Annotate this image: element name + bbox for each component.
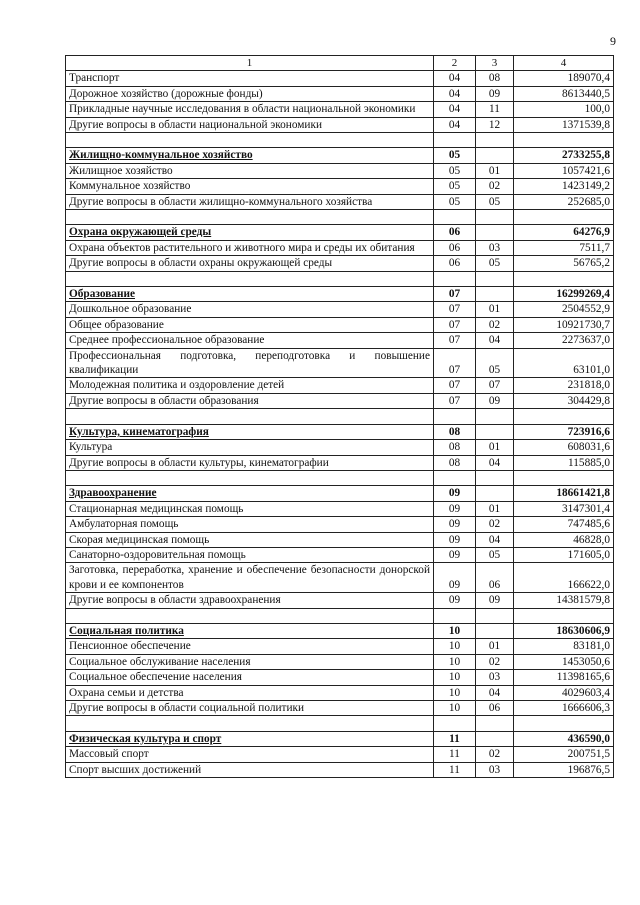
table-row [66, 256, 614, 271]
subsection-code-cell [476, 623, 514, 638]
amount-cell: 10921730,7 [514, 317, 614, 332]
subsection-code-cell: 02 [476, 747, 514, 762]
section-code-cell: 08 [434, 424, 476, 439]
spacer-row [66, 210, 614, 225]
header-col-3: 3 [476, 56, 514, 71]
section-code-cell: 05 [434, 148, 476, 163]
header-col-4: 4 [514, 56, 614, 71]
subsection-code-cell: 04 [476, 532, 514, 547]
amount-cell: 115885,0 [514, 455, 614, 470]
amount-cell: 2733255,8 [514, 148, 614, 163]
section-code-cell: 07 [434, 317, 476, 332]
subsection-code-cell: 04 [476, 455, 514, 470]
expense-name-cell: Амбулаторная помощь [66, 517, 434, 532]
section-total-row [66, 225, 614, 240]
empty-cell [476, 210, 514, 225]
amount-cell: 747485,6 [514, 517, 614, 532]
table-row [66, 333, 614, 348]
amount-cell: 1423149,2 [514, 179, 614, 194]
amount-cell: 304429,8 [514, 393, 614, 408]
section-code-cell: 07 [434, 333, 476, 348]
subsection-code-cell: 06 [476, 700, 514, 715]
spacer-row [66, 409, 614, 424]
table-row [66, 194, 614, 209]
amount-cell: 1057421,6 [514, 163, 614, 178]
amount-cell: 14381579,8 [514, 593, 614, 608]
expense-name-cell: Культура [66, 440, 434, 455]
subsection-code-cell: 04 [476, 333, 514, 348]
expense-name-cell: Среднее профессиональное образование [66, 333, 434, 348]
empty-cell [514, 271, 614, 286]
subsection-code-cell: 05 [476, 194, 514, 209]
table-row [66, 685, 614, 700]
amount-cell: 2273637,0 [514, 333, 614, 348]
section-code-cell: 04 [434, 86, 476, 101]
subsection-code-cell: 12 [476, 117, 514, 132]
expense-name-cell: Другие вопросы в области охраны окружающей среды [66, 256, 434, 271]
empty-cell [66, 271, 434, 286]
subsection-code-cell: 05 [476, 256, 514, 271]
budget-table-body [66, 56, 614, 778]
subsection-code-cell: 03 [476, 762, 514, 777]
table-row [66, 654, 614, 669]
header-row [66, 56, 614, 71]
section-code-cell: 11 [434, 762, 476, 777]
amount-cell: 2504552,9 [514, 302, 614, 317]
table-row [66, 393, 614, 408]
section-code-cell: 07 [434, 287, 476, 302]
section-code-cell: 06 [434, 256, 476, 271]
spacer-row [66, 133, 614, 148]
section-code-cell: 05 [434, 163, 476, 178]
expense-name-cell: Жилищно-коммунальное хозяйство [66, 148, 434, 163]
expense-name-cell: Охрана окружающей среды [66, 225, 434, 240]
section-code-cell: 04 [434, 71, 476, 86]
empty-cell [514, 210, 614, 225]
amount-cell: 436590,0 [514, 731, 614, 746]
subsection-code-cell: 04 [476, 685, 514, 700]
section-total-row [66, 486, 614, 501]
empty-cell [514, 470, 614, 485]
expense-name-cell: Другие вопросы в области социальной политики [66, 700, 434, 715]
amount-cell: 7511,7 [514, 240, 614, 255]
empty-cell [434, 210, 476, 225]
section-total-row [66, 731, 614, 746]
expense-name-cell: Другие вопросы в области национальной экономики [66, 117, 434, 132]
expense-name-cell: Социальная политика [66, 623, 434, 638]
table-row [66, 102, 614, 117]
subsection-code-cell [476, 287, 514, 302]
subsection-code-cell: 08 [476, 71, 514, 86]
expense-name-cell: Скорая медицинская помощь [66, 532, 434, 547]
empty-cell [66, 608, 434, 623]
expense-name-cell: Заготовка, переработка, хранение и обеспечение безопасности донорской крови и ее компонентов [66, 563, 434, 593]
section-code-cell: 09 [434, 501, 476, 516]
amount-cell: 189070,4 [514, 71, 614, 86]
expense-name-cell: Другие вопросы в области жилищно-коммунального хозяйства [66, 194, 434, 209]
section-code-cell: 08 [434, 440, 476, 455]
section-code-cell: 09 [434, 563, 476, 593]
amount-cell: 100,0 [514, 102, 614, 117]
subsection-code-cell: 03 [476, 240, 514, 255]
amount-cell: 171605,0 [514, 547, 614, 562]
table-row [66, 163, 614, 178]
empty-cell [434, 133, 476, 148]
amount-cell: 18661421,8 [514, 486, 614, 501]
table-row [66, 71, 614, 86]
empty-cell [476, 608, 514, 623]
section-code-cell: 10 [434, 639, 476, 654]
section-code-cell: 09 [434, 517, 476, 532]
amount-cell: 3147301,4 [514, 501, 614, 516]
spacer-row [66, 271, 614, 286]
expense-name-cell: Прикладные научные исследования в области национальной экономики [66, 102, 434, 117]
page-number: 9 [610, 34, 616, 48]
subsection-code-cell: 02 [476, 517, 514, 532]
table-row [66, 317, 614, 332]
amount-cell: 4029603,4 [514, 685, 614, 700]
empty-cell [434, 716, 476, 731]
section-code-cell: 05 [434, 194, 476, 209]
table-row [66, 517, 614, 532]
section-code-cell: 08 [434, 455, 476, 470]
section-total-row [66, 623, 614, 638]
amount-cell: 63101,0 [514, 348, 614, 378]
amount-cell: 18630606,9 [514, 623, 614, 638]
table-row [66, 378, 614, 393]
empty-cell [434, 608, 476, 623]
expense-name-cell: Дорожное хозяйство (дорожные фонды) [66, 86, 434, 101]
section-code-cell: 07 [434, 378, 476, 393]
table-row [66, 532, 614, 547]
amount-cell: 8613440,5 [514, 86, 614, 101]
amount-cell: 723916,6 [514, 424, 614, 439]
expense-name-cell: Другие вопросы в области культуры, кинематографии [66, 455, 434, 470]
section-code-cell: 04 [434, 117, 476, 132]
amount-cell: 11398165,6 [514, 670, 614, 685]
section-code-cell: 07 [434, 348, 476, 378]
expense-name-cell: Социальное обеспечение населения [66, 670, 434, 685]
subsection-code-cell: 02 [476, 317, 514, 332]
empty-cell [434, 470, 476, 485]
section-code-cell: 11 [434, 747, 476, 762]
expense-name-cell: Социальное обслуживание населения [66, 654, 434, 669]
section-code-cell: 04 [434, 102, 476, 117]
expense-name-cell: Другие вопросы в области образования [66, 393, 434, 408]
section-code-cell: 09 [434, 547, 476, 562]
empty-cell [514, 133, 614, 148]
subsection-code-cell [476, 148, 514, 163]
empty-cell [434, 271, 476, 286]
table-row [66, 747, 614, 762]
section-code-cell: 07 [434, 302, 476, 317]
expense-name-cell: Культура, кинематография [66, 424, 434, 439]
subsection-code-cell [476, 731, 514, 746]
section-code-cell: 10 [434, 685, 476, 700]
section-code-cell: 11 [434, 731, 476, 746]
expense-name-cell: Дошкольное образование [66, 302, 434, 317]
amount-cell: 608031,6 [514, 440, 614, 455]
section-code-cell: 05 [434, 179, 476, 194]
table-row [66, 117, 614, 132]
section-total-row [66, 424, 614, 439]
section-total-row [66, 148, 614, 163]
expense-name-cell: Здравоохранение [66, 486, 434, 501]
subsection-code-cell: 01 [476, 302, 514, 317]
expense-name-cell: Физическая культура и спорт [66, 731, 434, 746]
empty-cell [476, 716, 514, 731]
spacer-row [66, 716, 614, 731]
table-row [66, 762, 614, 777]
section-code-cell: 06 [434, 240, 476, 255]
section-code-cell: 09 [434, 532, 476, 547]
subsection-code-cell: 01 [476, 501, 514, 516]
table-row [66, 240, 614, 255]
expense-name-cell: Профессиональная подготовка, переподготовка и повышение квалификации [66, 348, 434, 378]
amount-cell: 83181,0 [514, 639, 614, 654]
section-code-cell: 07 [434, 393, 476, 408]
empty-cell [434, 409, 476, 424]
section-code-cell: 10 [434, 654, 476, 669]
expense-name-cell: Транспорт [66, 71, 434, 86]
section-code-cell: 06 [434, 225, 476, 240]
budget-table [65, 55, 614, 778]
expense-name-cell: Охрана объектов растительного и животного мира и среды их обитания [66, 240, 434, 255]
subsection-code-cell [476, 486, 514, 501]
spacer-row [66, 470, 614, 485]
amount-cell: 46828,0 [514, 532, 614, 547]
subsection-code-cell: 05 [476, 547, 514, 562]
table-row [66, 670, 614, 685]
table-row [66, 563, 614, 593]
subsection-code-cell: 05 [476, 348, 514, 378]
empty-cell [66, 210, 434, 225]
table-row [66, 86, 614, 101]
empty-cell [514, 608, 614, 623]
subsection-code-cell [476, 424, 514, 439]
amount-cell: 16299269,4 [514, 287, 614, 302]
table-row [66, 348, 614, 378]
empty-cell [476, 470, 514, 485]
expense-name-cell: Молодежная политика и оздоровление детей [66, 378, 434, 393]
empty-cell [476, 133, 514, 148]
subsection-code-cell: 02 [476, 179, 514, 194]
amount-cell: 1371539,8 [514, 117, 614, 132]
empty-cell [476, 271, 514, 286]
empty-cell [66, 133, 434, 148]
expense-name-cell: Стационарная медицинская помощь [66, 501, 434, 516]
empty-cell [66, 716, 434, 731]
header-col-1: 1 [66, 56, 434, 71]
subsection-code-cell: 09 [476, 593, 514, 608]
expense-name-cell: Санаторно-оздоровительная помощь [66, 547, 434, 562]
expense-name-cell: Охрана семьи и детства [66, 685, 434, 700]
subsection-code-cell: 01 [476, 163, 514, 178]
amount-cell: 200751,5 [514, 747, 614, 762]
expense-name-cell: Коммунальное хозяйство [66, 179, 434, 194]
subsection-code-cell [476, 225, 514, 240]
amount-cell: 166622,0 [514, 563, 614, 593]
section-code-cell: 10 [434, 700, 476, 715]
empty-cell [66, 470, 434, 485]
table-row [66, 639, 614, 654]
expense-name-cell: Жилищное хозяйство [66, 163, 434, 178]
table-row [66, 455, 614, 470]
expense-name-cell: Пенсионное обеспечение [66, 639, 434, 654]
section-code-cell: 10 [434, 670, 476, 685]
subsection-code-cell: 01 [476, 440, 514, 455]
table-row [66, 179, 614, 194]
expense-name-cell: Другие вопросы в области здравоохранения [66, 593, 434, 608]
table-row [66, 501, 614, 516]
expense-name-cell: Общее образование [66, 317, 434, 332]
amount-cell: 64276,9 [514, 225, 614, 240]
empty-cell [66, 409, 434, 424]
section-total-row [66, 287, 614, 302]
subsection-code-cell: 11 [476, 102, 514, 117]
amount-cell: 1453050,6 [514, 654, 614, 669]
amount-cell: 252685,0 [514, 194, 614, 209]
amount-cell: 56765,2 [514, 256, 614, 271]
empty-cell [514, 409, 614, 424]
section-code-cell: 09 [434, 593, 476, 608]
subsection-code-cell: 09 [476, 86, 514, 101]
spacer-row [66, 608, 614, 623]
table-row [66, 440, 614, 455]
table-row [66, 593, 614, 608]
subsection-code-cell: 03 [476, 670, 514, 685]
subsection-code-cell: 06 [476, 563, 514, 593]
amount-cell: 1666606,3 [514, 700, 614, 715]
expense-name-cell: Спорт высших достижений [66, 762, 434, 777]
table-row [66, 700, 614, 715]
amount-cell: 231818,0 [514, 378, 614, 393]
header-col-2: 2 [434, 56, 476, 71]
table-row [66, 302, 614, 317]
expense-name-cell: Массовый спорт [66, 747, 434, 762]
subsection-code-cell: 09 [476, 393, 514, 408]
empty-cell [514, 716, 614, 731]
subsection-code-cell: 07 [476, 378, 514, 393]
amount-cell: 196876,5 [514, 762, 614, 777]
section-code-cell: 10 [434, 623, 476, 638]
empty-cell [476, 409, 514, 424]
section-code-cell: 09 [434, 486, 476, 501]
expense-name-cell: Образование [66, 287, 434, 302]
table-row [66, 547, 614, 562]
subsection-code-cell: 02 [476, 654, 514, 669]
subsection-code-cell: 01 [476, 639, 514, 654]
